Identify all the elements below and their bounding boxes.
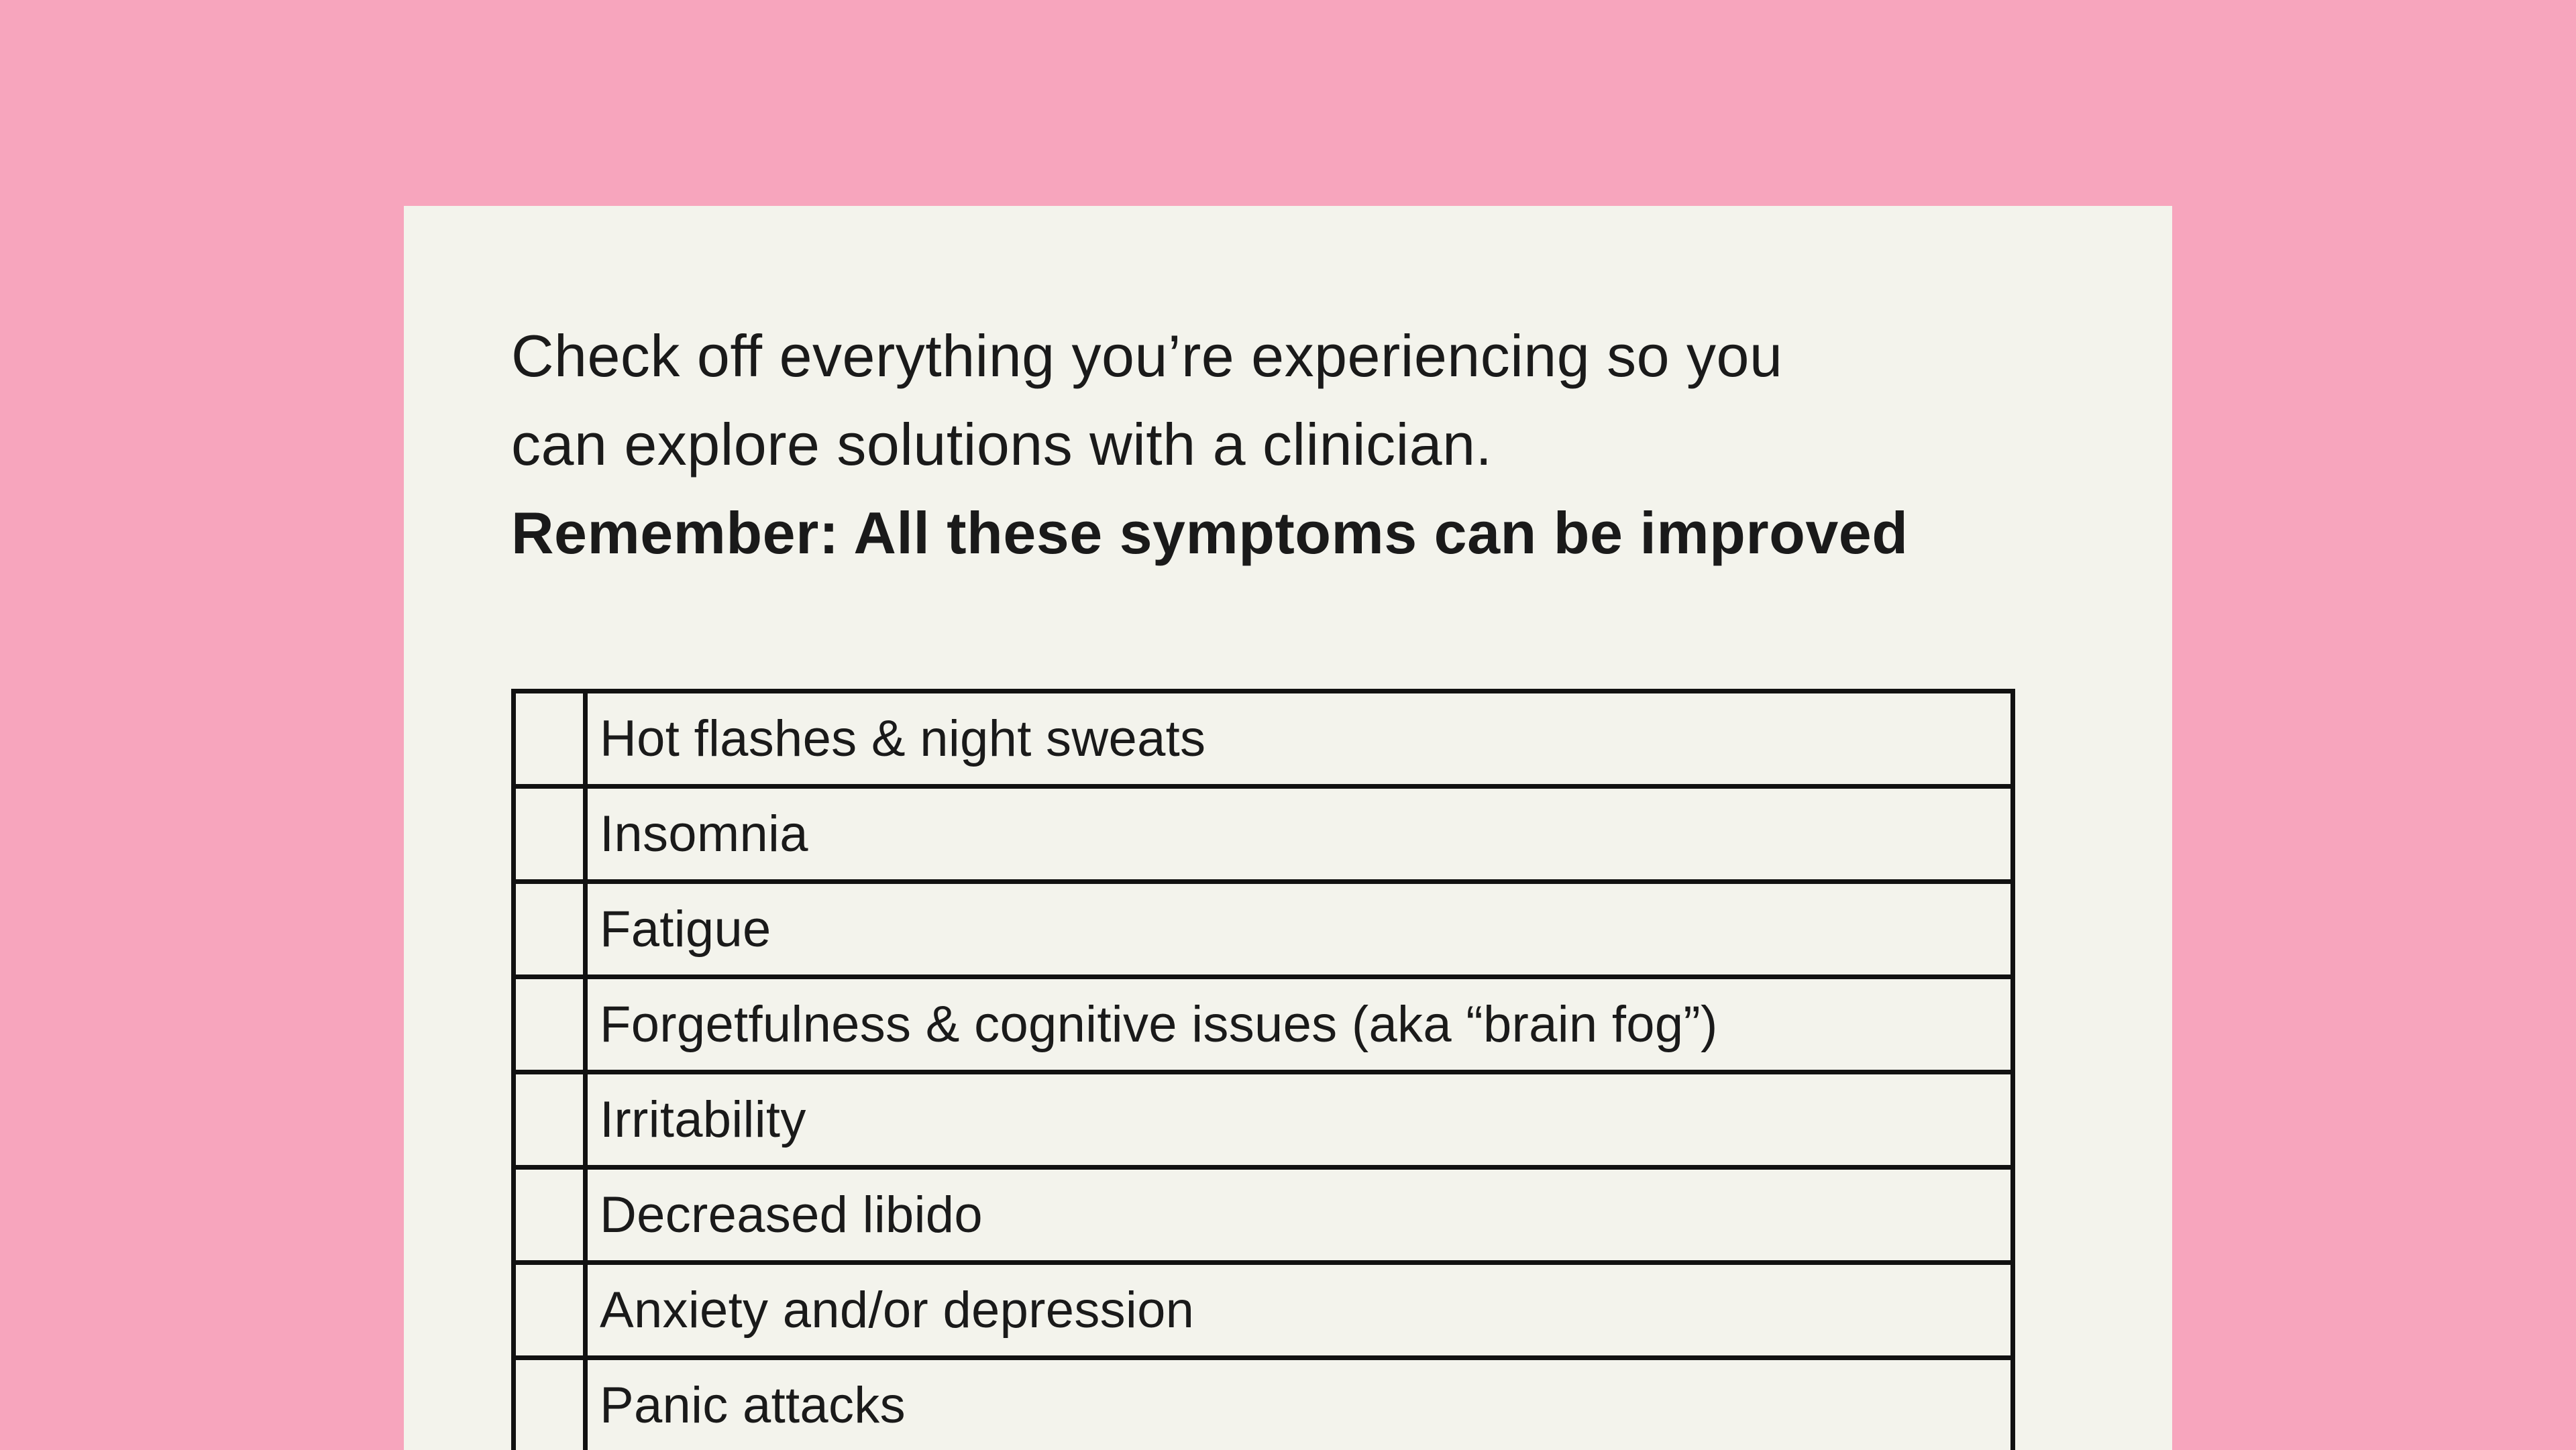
checkbox-cell[interactable] <box>514 787 586 882</box>
checklist-row <box>514 1072 2013 1168</box>
checkbox-cell[interactable] <box>514 977 586 1072</box>
symptom-label: Forgetfulness & cognitive issues (aka “brain fog”) <box>586 977 2013 1072</box>
intro-text <box>511 312 2054 577</box>
intro-emphasis: Remember: All these symptoms can be improved <box>511 500 1909 566</box>
intro-line-2: can explore solutions with a clinician. <box>511 411 1493 478</box>
checklist-row <box>514 1168 2013 1263</box>
checkbox-cell[interactable] <box>514 691 586 787</box>
checklist-row <box>514 977 2013 1072</box>
symptom-label: Decreased libido <box>586 1168 2013 1263</box>
checkbox-cell[interactable] <box>514 1263 586 1358</box>
checkbox-cell[interactable] <box>514 1358 586 1450</box>
intro-line-1: Check off everything you’re experiencing so you <box>511 323 1783 389</box>
symptom-label: Irritability <box>586 1072 2013 1168</box>
symptom-label: Panic attacks <box>586 1358 2013 1450</box>
symptom-label: Hot flashes & night sweats <box>586 691 2013 787</box>
symptom-checklist <box>511 689 2015 1450</box>
checklist-card <box>404 206 2172 1450</box>
checklist-row <box>514 691 2013 787</box>
checkbox-cell[interactable] <box>514 1168 586 1263</box>
checklist-row <box>514 1358 2013 1450</box>
symptom-label: Insomnia <box>586 787 2013 882</box>
symptom-label: Anxiety and/or depression <box>586 1263 2013 1358</box>
checklist-row <box>514 882 2013 977</box>
symptom-label: Fatigue <box>586 882 2013 977</box>
checkbox-cell[interactable] <box>514 1072 586 1168</box>
checklist-row <box>514 1263 2013 1358</box>
checkbox-cell[interactable] <box>514 882 586 977</box>
checklist-row <box>514 787 2013 882</box>
